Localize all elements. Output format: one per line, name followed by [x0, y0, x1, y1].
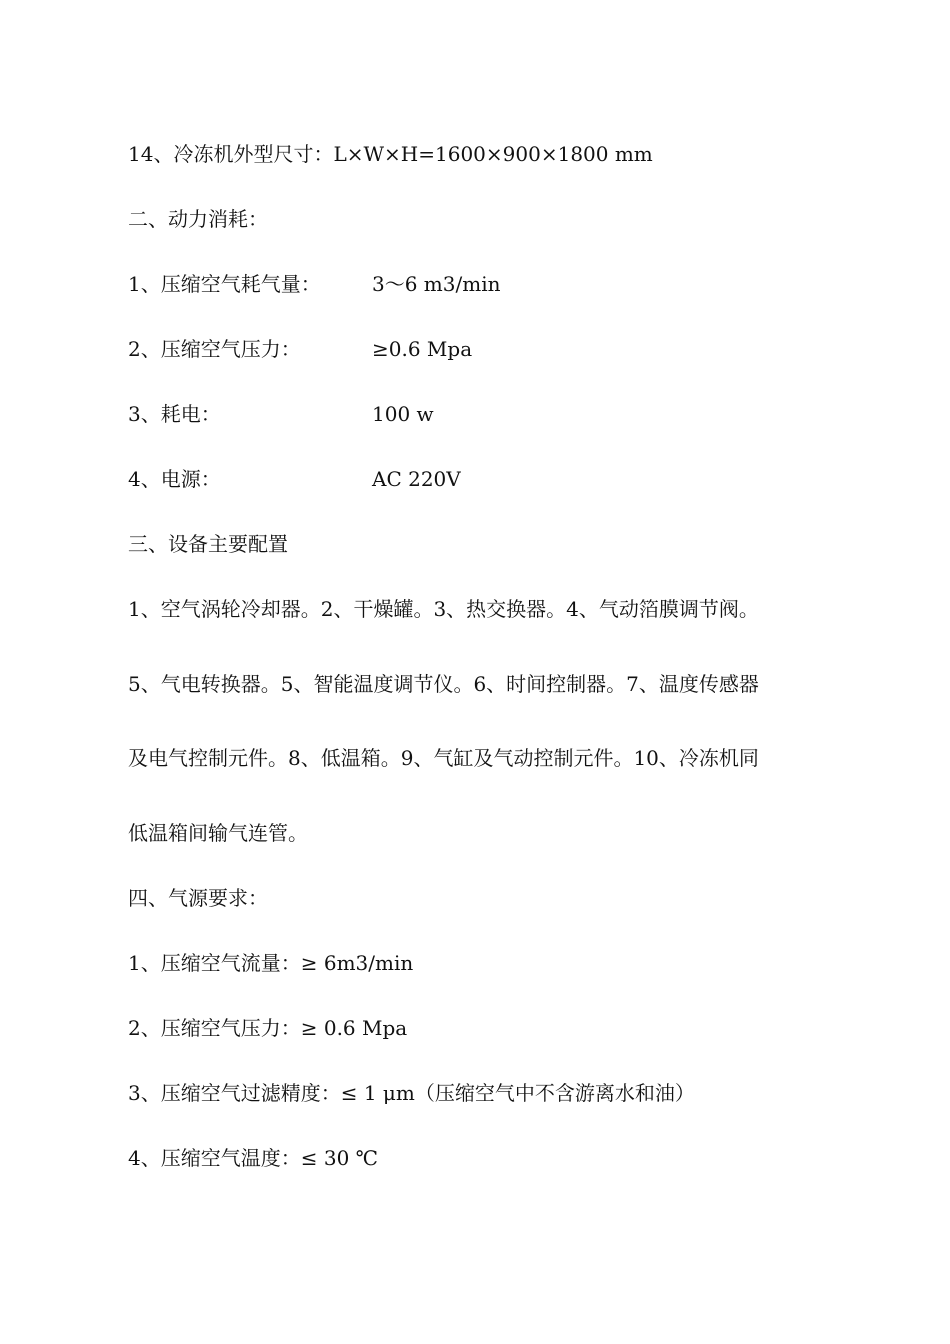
section-heading-config: 三、设备主要配置: [128, 532, 288, 556]
config-paragraph-line: 1、空气涡轮冷却器。2、干燥罐。3、热交换器。4、气动箔膜调节阀。: [128, 597, 759, 621]
power-item-value: 100 w: [372, 402, 434, 426]
power-item: [128, 272, 500, 296]
power-item: [128, 467, 461, 491]
requirement-item: 2、压缩空气压力：≥ 0.6 Mpa: [128, 1016, 408, 1040]
config-paragraph-line: 及电气控制元件。8、低温箱。9、气缸及气动控制元件。10、冷冻机同: [128, 746, 759, 770]
power-item: [128, 337, 472, 361]
requirement-item: 4、压缩空气温度：≤ 30 ℃: [128, 1146, 379, 1170]
power-item: [128, 402, 434, 426]
config-paragraph-line: 5、气电转换器。5、智能温度调节仪。6、时间控制器。7、温度传感器: [128, 672, 759, 696]
dimensions-line: 14、冷冻机外型尺寸：L×W×H=1600×900×1800 mm: [128, 142, 653, 166]
power-item-label: 4、电源：: [128, 467, 221, 491]
power-item-value: ≥0.6 Mpa: [372, 337, 473, 361]
power-item-value: 3～6 m3/min: [372, 272, 501, 296]
requirement-item: 1、压缩空气流量：≥ 6m3/min: [128, 951, 414, 975]
section-heading-power: 二、动力消耗：: [128, 207, 268, 231]
section-heading-air-supply: 四、气源要求：: [128, 886, 268, 910]
power-item-label: 3、耗电：: [128, 402, 221, 426]
config-paragraph-line: 低温箱间输气连管。: [128, 821, 308, 845]
power-item-value: AC 220V: [372, 467, 461, 491]
power-item-label: 1、压缩空气耗气量：: [128, 272, 321, 296]
requirement-item: 3、压缩空气过滤精度：≤ 1 μm（压缩空气中不含游离水和油）: [128, 1081, 695, 1105]
power-item-label: 2、压缩空气压力：: [128, 337, 301, 361]
